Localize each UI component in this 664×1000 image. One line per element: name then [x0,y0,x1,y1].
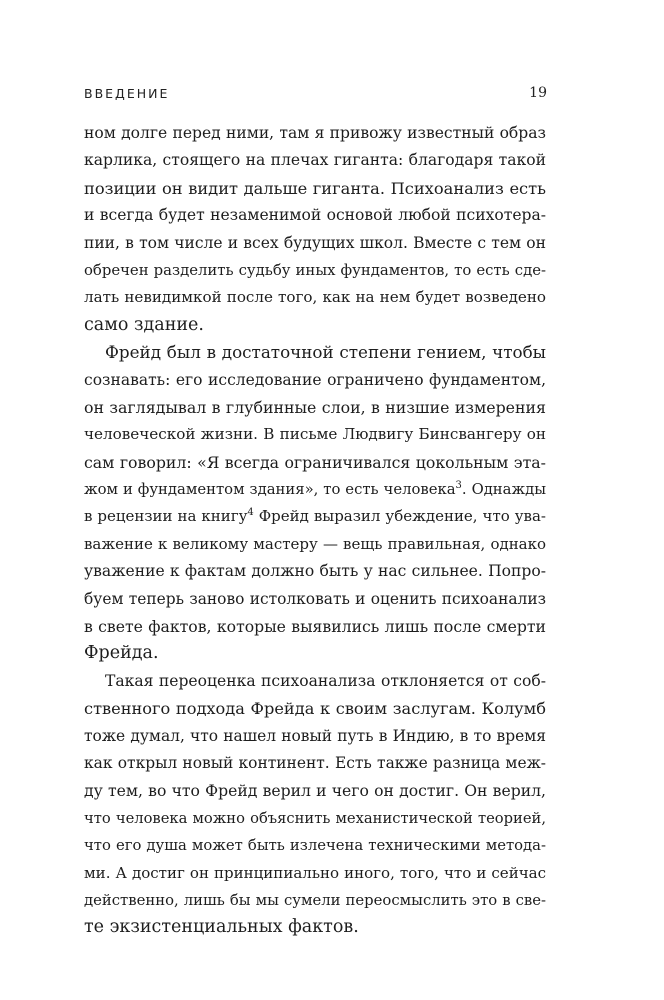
text-line: человеческой жизни. В письме Людвигу Бинсвангеру он [84,425,546,444]
text-line: ственного подхода Фрейда к своим заслугам. Колумб [84,699,546,719]
text-line: он заглядывал в глубинные слои, в низшие измерения [84,397,546,417]
line-text: в рецензии на книгу [84,507,248,526]
line-text: . Однажды [461,481,546,499]
paragraph [84,339,546,668]
paragraph [84,120,546,339]
text-line: уважение к фактам должно быть у нас сильнее. Попро- [84,562,546,581]
text-line-with-footnote [84,476,546,503]
text-line: и всегда будет незаменимой основой любой психотера- [84,206,546,225]
text-line: само здание. [84,314,204,335]
text-line: Такая переоценка психоанализа отклоняется от соб- [105,671,546,690]
text-line: Фрейд был в достаточной степени гением, чтобы [105,342,546,363]
text-line: обречен разделить судьбу иных фундаментов, то есть сде- [84,261,546,279]
page-number: 19 [529,85,547,101]
body-text [84,120,546,942]
text-line: ном долге перед ними, там я привожу известный образ [84,124,546,142]
footnote-ref[interactable]: 3 [455,480,462,492]
text-line: действенно, лишь бы мы сумели переосмыслить это в све- [84,891,546,909]
paragraph [84,668,546,942]
text-line: позиции он видит дальше гиганта. Психоанализ есть [84,178,546,198]
text-line: сознавать: его исследование ограничено фундаментом, [84,370,546,389]
text-line: лать невидимкой после того, как на нем будет возведено [84,288,546,307]
text-line: что человека можно объяснить механистической теорией, [84,809,546,827]
text-line: ми. А достиг он принципиально иного, того, что и сейчас [84,863,546,882]
text-line: сам говорил: «Я всегда ограничивался цокольным эта- [84,452,546,472]
text-line: что его душа может быть излечена техническими метода- [84,837,546,855]
text-line: ду тем, во что Фрейд верил и чего он достиг. Он верил, [84,781,546,801]
text-line: важение к великому мастеру — вещь правильная, однако [84,534,546,553]
line-text: жом и фундаментом здания», то есть человека [84,481,456,499]
text-line: пии, в том числе и всех будущих школ. Вместе с тем он [84,233,546,252]
text-line: Фрейда. [84,643,159,664]
text-line-with-footnote [84,503,546,530]
text-line: в свете фактов, которые выявились лишь после смерти [84,617,546,637]
text-line: как открыл новый континент. Есть также разница меж- [84,753,546,772]
line-text: Фрейд выразил убеждение, что ува- [253,507,546,526]
running-head: ВВЕДЕНИЕ [84,86,170,101]
text-line: буем теперь заново истолковать и оценить психоанализ [84,589,546,608]
text-line: тоже думал, что нашел новый путь в Индию, в то время [84,726,546,745]
footnote-ref[interactable]: 4 [247,507,254,519]
text-line: карлика, стоящего на плечах гиганта: благодаря такой [84,151,546,170]
text-line: те экзистенциальных фактов. [84,917,359,938]
